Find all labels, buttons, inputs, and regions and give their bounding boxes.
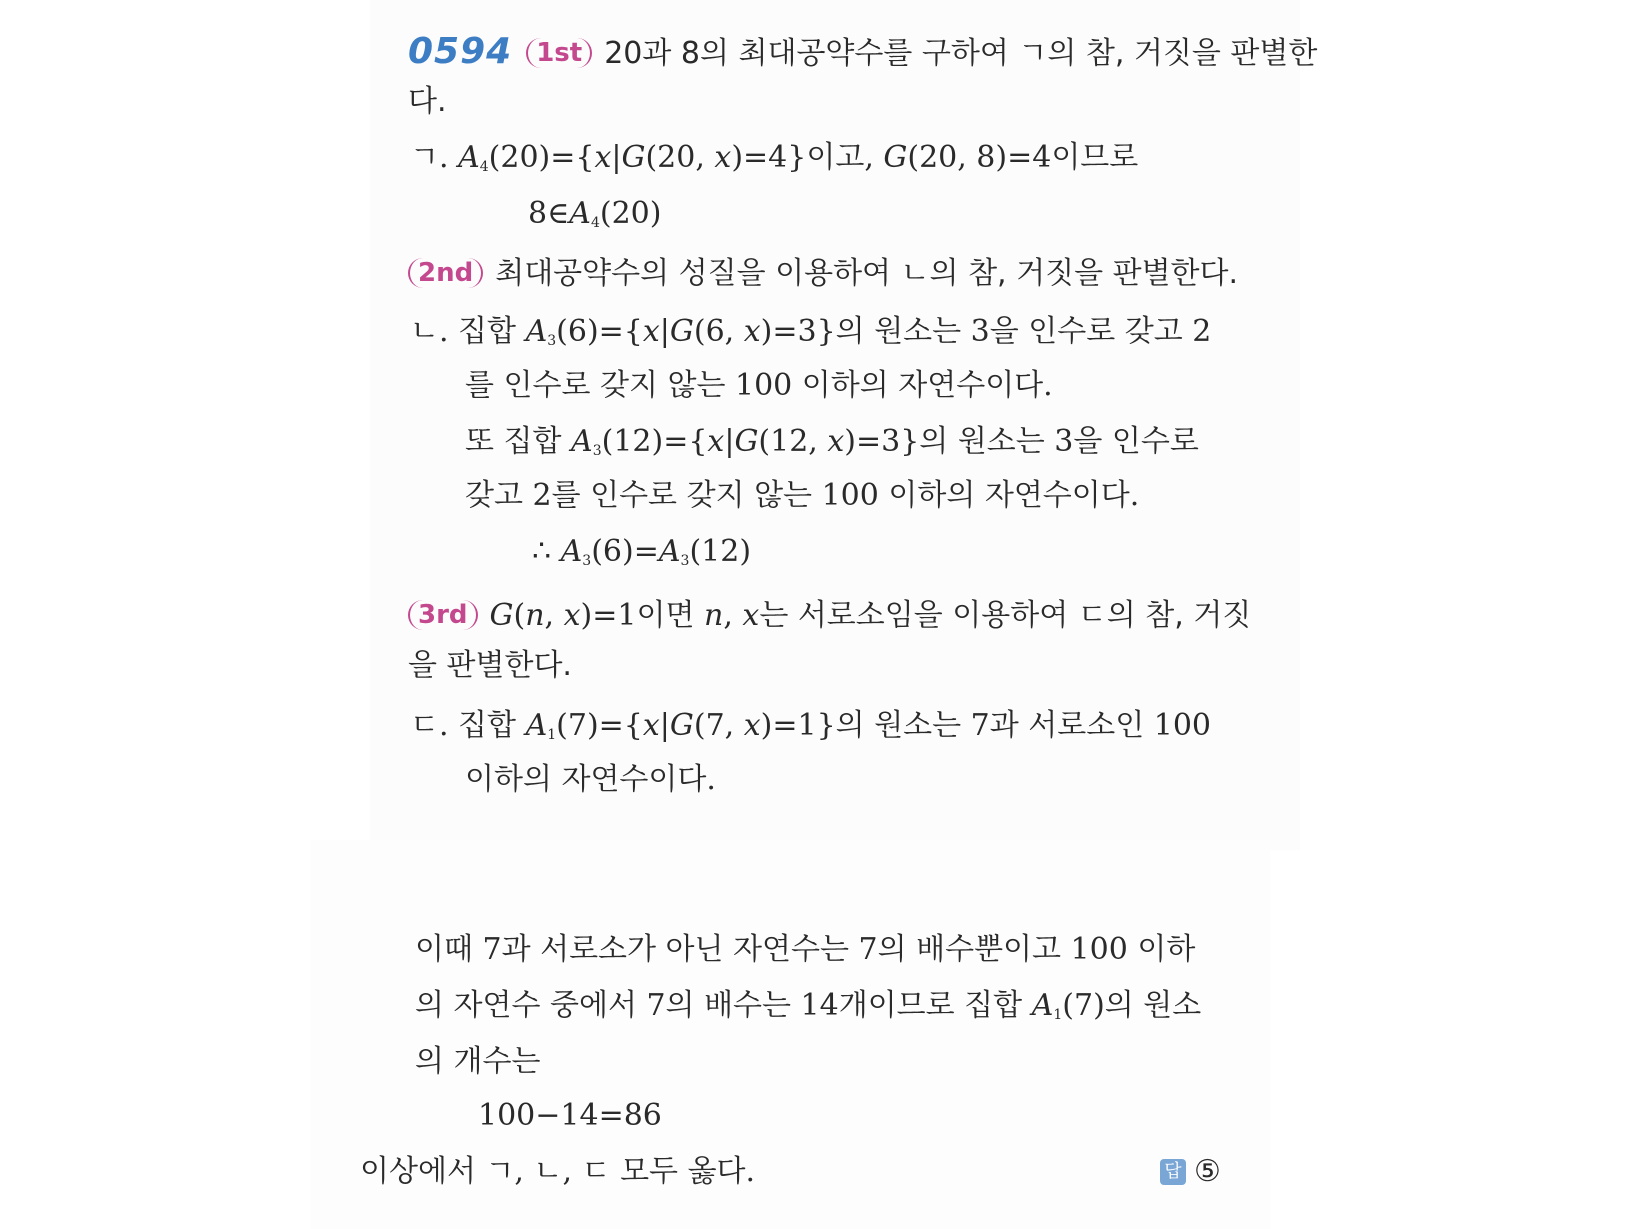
- problem-number: 0594: [408, 31, 513, 72]
- item-b-line-2: 를 인수로 갖지 않는 100 이하의 자연수이다.: [465, 368, 1053, 403]
- item-c-calculation: 100−14=86: [478, 1098, 662, 1133]
- solution-line-2: 다.: [408, 84, 447, 119]
- step-badge-2nd: 2nd: [408, 258, 483, 288]
- item-c-line-2: 이하의 자연수이다.: [465, 762, 716, 797]
- item-c-line-4: 의 자연수 중에서 7의 배수는 14개이므로 집합 $A_1(7)$의 원소: [415, 988, 1202, 1023]
- conclusion-line: 이상에서 ㄱ, ㄴ, ㄷ 모두 옳다.: [360, 1154, 756, 1189]
- step-badge-3rd: 3rd: [408, 600, 478, 630]
- item-b-line-3: 또 집합 $A_3(12)=\{x|G(12$, x)=3}의 원소는 3을 인수로: [465, 424, 1199, 459]
- answer: [1160, 1152, 1221, 1192]
- item-b-conclusion: ∴ $A_3(6)=A_3(12)$: [532, 534, 752, 569]
- solution-line-step-3: 3rd G(n, x)=1이면 n, x는 서로소임을 이용하여 ㄷ의 참, 거짓: [408, 596, 1251, 636]
- step-badge-1st: 1st: [526, 38, 592, 68]
- step-1-text: 20과 8의 최대공약수를 구하여 ㄱ의 참, 거짓을 판별한: [604, 36, 1318, 71]
- item-a-line-1: ㄱ. $A_4(20)=\{x|G(20$, x)=4}이고, G(20, 8)=4이므로: [410, 140, 1139, 175]
- answer-icon: 답: [1160, 1159, 1186, 1185]
- solution-line-step-2: [408, 254, 1238, 294]
- item-c-line-5: 의 개수는: [415, 1044, 541, 1079]
- solution-line-1: [408, 32, 1317, 72]
- item-a-line-2: $8\in A_4(20)$: [528, 196, 662, 231]
- item-b-line-4: 갖고 2를 인수로 갖지 않는 100 이하의 자연수이다.: [465, 478, 1140, 513]
- step-2-text: 최대공약수의 성질을 이용하여 ㄴ의 참, 거짓을 판별한다.: [495, 256, 1239, 291]
- item-b-line-1: ㄴ. 집합 $A_3(6)=\{x|G(6$, x)=3}의 원소는 3을 인수로 갖고 2: [410, 314, 1212, 349]
- item-c-line-1: ㄷ. 집합 $A_1(7)=\{x|G(7$, x)=1}의 원소는 7과 서로소인 100: [410, 708, 1211, 743]
- solution-line-step-3-cont: 을 판별한다.: [408, 648, 572, 683]
- answer-value: ⑤: [1194, 1154, 1221, 1189]
- item-c-line-3: 이때 7과 서로소가 아닌 자연수는 7의 배수뿐이고 100 이하: [415, 932, 1196, 967]
